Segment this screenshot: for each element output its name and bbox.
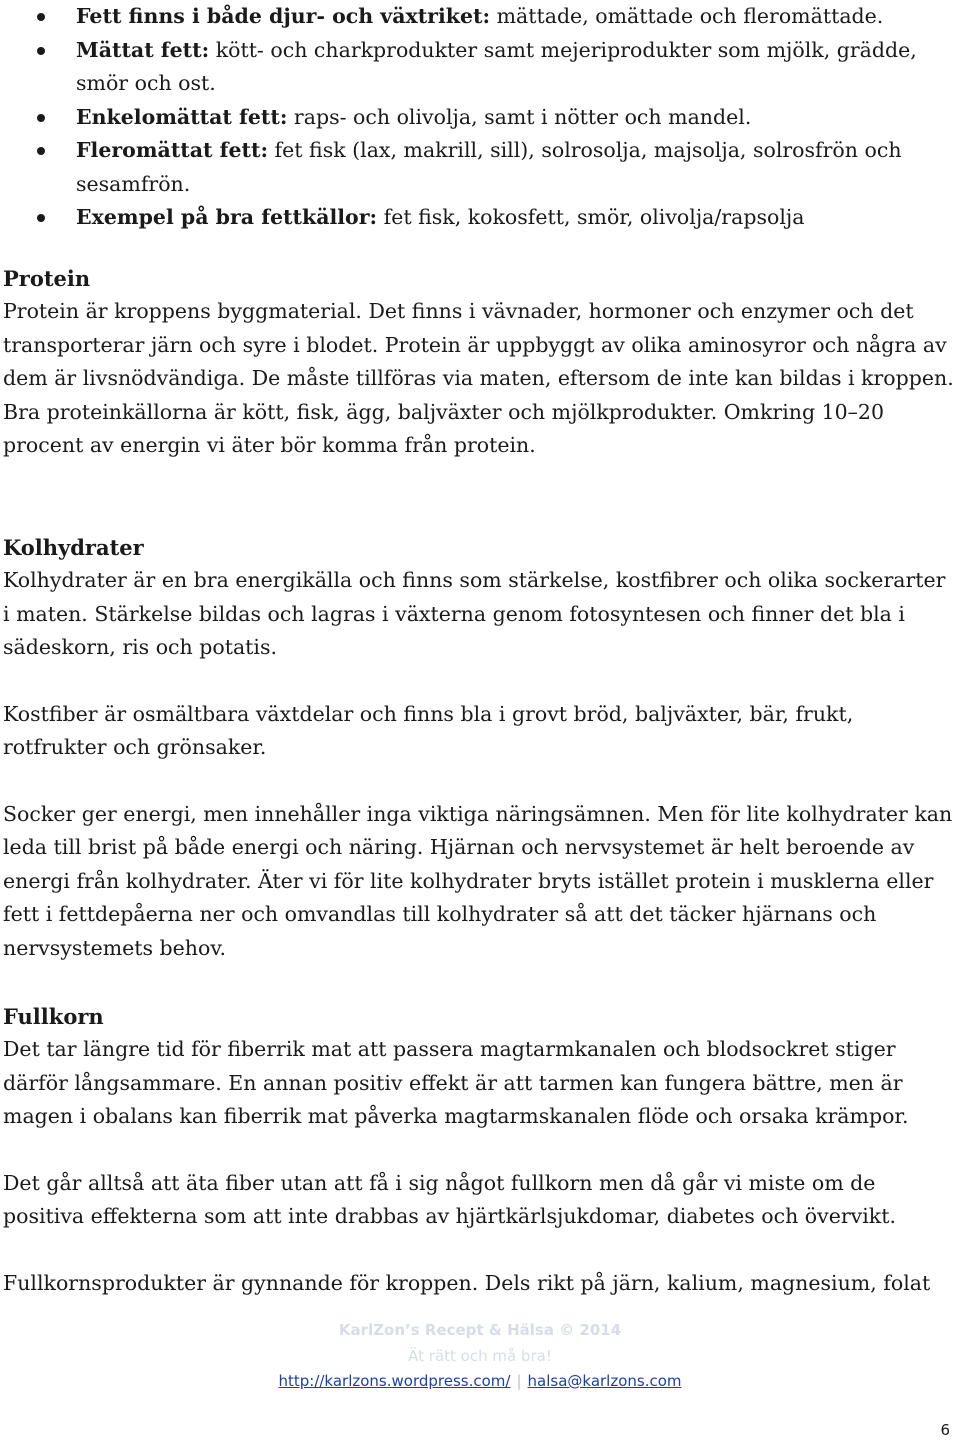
fullkorn-paragraph-2: Det går alltså att äta fiber utan att få i sig något fullkorn men då går vi miste om de positiva effekterna som att inte drabbas av hjärtkärlsjukdomar, diabetes och övervikt. bbox=[3, 1170, 896, 1228]
protein-section bbox=[3, 262, 958, 463]
footer-email-link[interactable]: halsa@karlzons.com bbox=[527, 1372, 682, 1390]
bullet-item: Fett finns i både djur- och växtriket: mättade, omättade och fleromättade. bbox=[3, 0, 953, 34]
footer-separator: | bbox=[516, 1372, 522, 1390]
fat-bullet-list bbox=[3, 0, 953, 235]
footer-slogan: Ät rätt och må bra! bbox=[408, 1347, 552, 1365]
fullkorn-section bbox=[3, 1000, 958, 1300]
bullet-dot-icon bbox=[37, 13, 45, 21]
kolhydrater-section bbox=[3, 531, 958, 965]
bullet-dot-icon bbox=[37, 214, 45, 222]
protein-heading: Protein bbox=[3, 266, 91, 291]
footer-links bbox=[0, 1370, 960, 1392]
fullkorn-heading: Fullkorn bbox=[3, 1004, 104, 1029]
page-footer bbox=[0, 1318, 960, 1392]
kolhydrater-heading: Kolhydrater bbox=[3, 535, 144, 560]
bullet-dot-icon bbox=[37, 147, 45, 155]
bullet-dot-icon bbox=[37, 114, 45, 122]
bullet-item: Exempel på bra fettkällor: fet fisk, kokosfett, smör, olivolja/rapsolja bbox=[3, 201, 953, 235]
kolhydrater-paragraph-3: Socker ger energi, men innehåller inga viktiga näringsämnen. Men för lite kolhydrater kan leda till brist på både energi och näring. Hjärnan och nervsystemet är helt beroende av energi från kolhydrater. Äter vi för lite kolhydrater bryts istället protein i musklerna eller fett i fettdepåerna ner och omvandlas till kolhydrater så att det täcker hjärnans och nervsystemets behov. bbox=[3, 801, 953, 960]
fat-bullet-list-section bbox=[3, 0, 953, 235]
kolhydrater-paragraph-1: Kolhydrater är en bra energikälla och finns som stärkelse, kostfibrer och olika sockerarter i maten. Stärkelse bildas och lagras i växterna genom fotosyntesen och finner det bla i sädeskorn, ris och potatis. bbox=[3, 568, 946, 659]
protein-paragraph: Protein är kroppens byggmaterial. Det finns i vävnader, hormoner och enzymer och det transporterar järn och syre i blodet. Protein är uppbyggt av olika aminosyror och några av dem är livsnödvändiga. De måste tillföras via maten, eftersom de inte kan bildas i kroppen. Bra proteinkällorna är kött, fisk, ägg, baljväxter och mjölkprodukter. Omkring 10–20 procent av energin vi äter bör komma från protein. bbox=[3, 299, 954, 457]
fullkorn-paragraph-1: Det tar längre tid för fiberrik mat att passera magtarmkanalen och blodsockret stiger därför långsammare. En annan positiv effekt är att tarmen kan fungera bättre, men är magen i obalans kan fiberrik mat påverka magtarmskanalen flöde och orsaka krämpor. bbox=[3, 1037, 909, 1128]
bullet-item: Enkelomättat fett: raps- och olivolja, samt i nötter och mandel. bbox=[3, 101, 953, 135]
kolhydrater-paragraph-2: Kostfiber är osmältbara växtdelar och finns bla i grovt bröd, baljväxter, bär, frukt, rotfrukter och grönsaker. bbox=[3, 701, 854, 759]
footer-brand: KarlZon’s Recept & Hälsa © 2014 bbox=[338, 1321, 622, 1339]
footer-blog-link[interactable]: http://karlzons.wordpress.com/ bbox=[278, 1372, 511, 1390]
bullet-dot-icon bbox=[37, 47, 45, 55]
page-number: 6 bbox=[940, 1421, 950, 1439]
bullet-item: Fleromättat fett: fet fisk (lax, makrill, sill), solrosolja, majsolja, solrosfrön och sesamfrön. bbox=[3, 134, 953, 201]
bullet-item: Mättat fett: kött- och charkprodukter samt mejeriprodukter som mjölk, grädde, smör och ost. bbox=[3, 34, 953, 101]
fullkorn-paragraph-3: Fullkornsprodukter är gynnande för kroppen. Dels rikt på järn, kalium, magnesium, folat bbox=[3, 1270, 931, 1295]
